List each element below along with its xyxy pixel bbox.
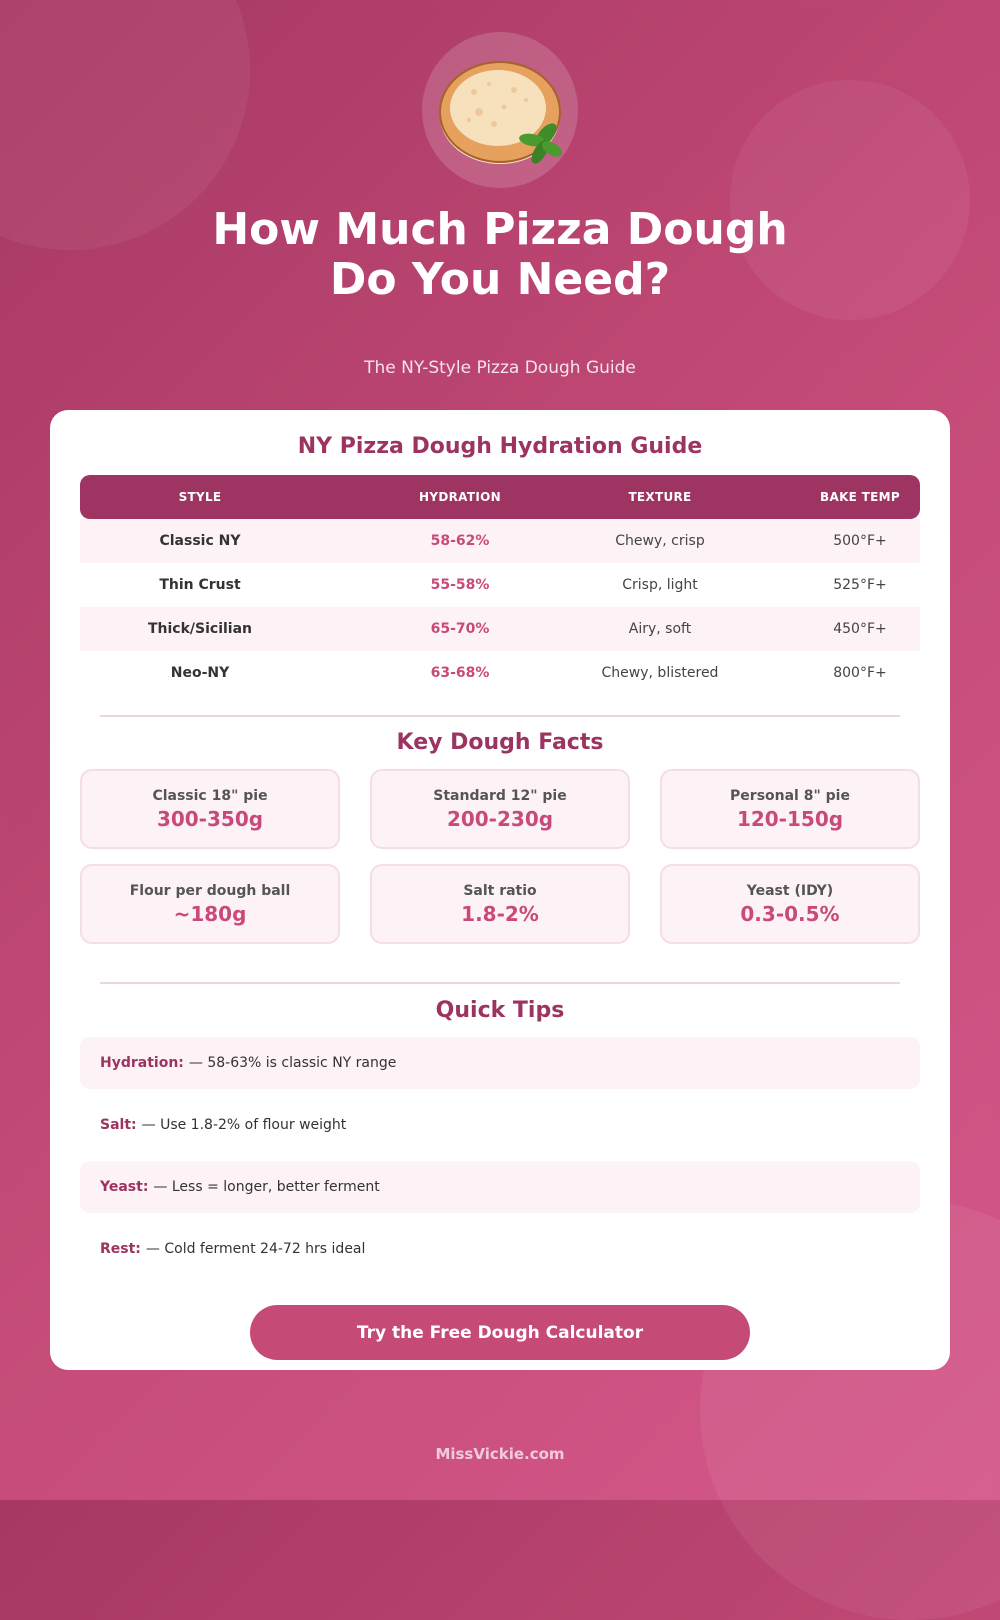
fact-card xyxy=(370,864,630,944)
table-row xyxy=(80,519,920,563)
tip-item xyxy=(80,1223,920,1275)
fact-label: Flour per dough ball xyxy=(129,883,291,899)
tip-key: Salt: xyxy=(100,1117,137,1133)
tip-key: Yeast: xyxy=(100,1179,149,1195)
dough-calculator-button[interactable]: Try the Free Dough Calculator xyxy=(250,1305,750,1360)
column-header-style: STYLE xyxy=(178,490,222,504)
tip-item xyxy=(80,1037,920,1089)
style-cell: Classic NY xyxy=(159,533,241,549)
tips-title: Quick Tips xyxy=(435,998,565,1023)
bake-temp-cell: 525°F+ xyxy=(833,577,887,593)
page-title: How Much Pizza Dough Do You Need? xyxy=(212,204,788,305)
bake-temp-cell: 500°F+ xyxy=(833,533,887,549)
tip-key: Hydration: xyxy=(100,1055,184,1071)
hydration-cell: 55-58% xyxy=(430,577,490,593)
fact-label: Classic 18" pie xyxy=(152,788,268,804)
hydration-cell: 65-70% xyxy=(430,621,490,637)
footer-site-link[interactable]: MissVickie.com xyxy=(435,1445,565,1463)
fact-card xyxy=(370,769,630,849)
fact-label: Personal 8" pie xyxy=(730,788,850,804)
texture-cell: Airy, soft xyxy=(628,621,692,637)
fact-value: 1.8-2% xyxy=(461,902,539,926)
style-cell: Neo-NY xyxy=(170,665,230,681)
tip-text: — Cold ferment 24-72 hrs ideal xyxy=(145,1241,366,1257)
fact-label: Yeast (IDY) xyxy=(746,883,834,899)
fact-label: Salt ratio xyxy=(463,883,537,899)
bake-temp-cell: 800°F+ xyxy=(833,665,887,681)
fact-value: ~180g xyxy=(173,902,247,926)
hydration-guide-title: NY Pizza Dough Hydration Guide xyxy=(297,434,703,459)
fact-value: 120-150g xyxy=(736,807,844,831)
tip-key: Rest: xyxy=(100,1241,141,1257)
section-divider xyxy=(100,982,900,984)
style-cell: Thin Crust xyxy=(159,577,241,593)
column-header-bake-temp: BAKE TEMP xyxy=(820,490,900,504)
page-subtitle: The NY-Style Pizza Dough Guide xyxy=(364,358,636,378)
fact-card xyxy=(660,864,920,944)
table-row xyxy=(80,607,920,651)
style-cell: Thick/Sicilian xyxy=(147,621,253,637)
table-row xyxy=(80,563,920,607)
texture-cell: Crisp, light xyxy=(622,577,698,593)
hero-icon-badge xyxy=(422,32,578,188)
tip-text: — Use 1.8-2% of flour weight xyxy=(141,1117,347,1133)
fact-card xyxy=(80,864,340,944)
table-header xyxy=(80,475,920,519)
hydration-table xyxy=(80,475,920,695)
tip-item xyxy=(80,1161,920,1213)
table-row xyxy=(80,651,920,695)
hydration-cell: 58-62% xyxy=(430,533,490,549)
column-header-hydration: HYDRATION xyxy=(419,490,501,504)
fact-card xyxy=(660,769,920,849)
content-card xyxy=(50,410,950,1370)
tip-text: — Less = longer, better ferment xyxy=(153,1179,380,1195)
facts-grid xyxy=(80,769,920,944)
texture-cell: Chewy, blistered xyxy=(601,665,719,681)
pizza-dough-icon xyxy=(434,52,568,170)
fact-card xyxy=(80,769,340,849)
hydration-cell: 63-68% xyxy=(430,665,490,681)
tips-list xyxy=(80,1037,920,1285)
bake-temp-cell: 450°F+ xyxy=(833,621,887,637)
column-header-texture: TEXTURE xyxy=(628,490,692,504)
section-divider xyxy=(100,715,900,717)
texture-cell: Chewy, crisp xyxy=(615,533,705,549)
fact-label: Standard 12" pie xyxy=(433,788,567,804)
fact-value: 0.3-0.5% xyxy=(740,902,840,926)
facts-title: Key Dough Facts xyxy=(396,730,604,755)
fact-value: 200-230g xyxy=(446,807,554,831)
fact-value: 300-350g xyxy=(156,807,264,831)
tip-item xyxy=(80,1099,920,1151)
tip-text: — 58-63% is classic NY range xyxy=(188,1055,397,1071)
